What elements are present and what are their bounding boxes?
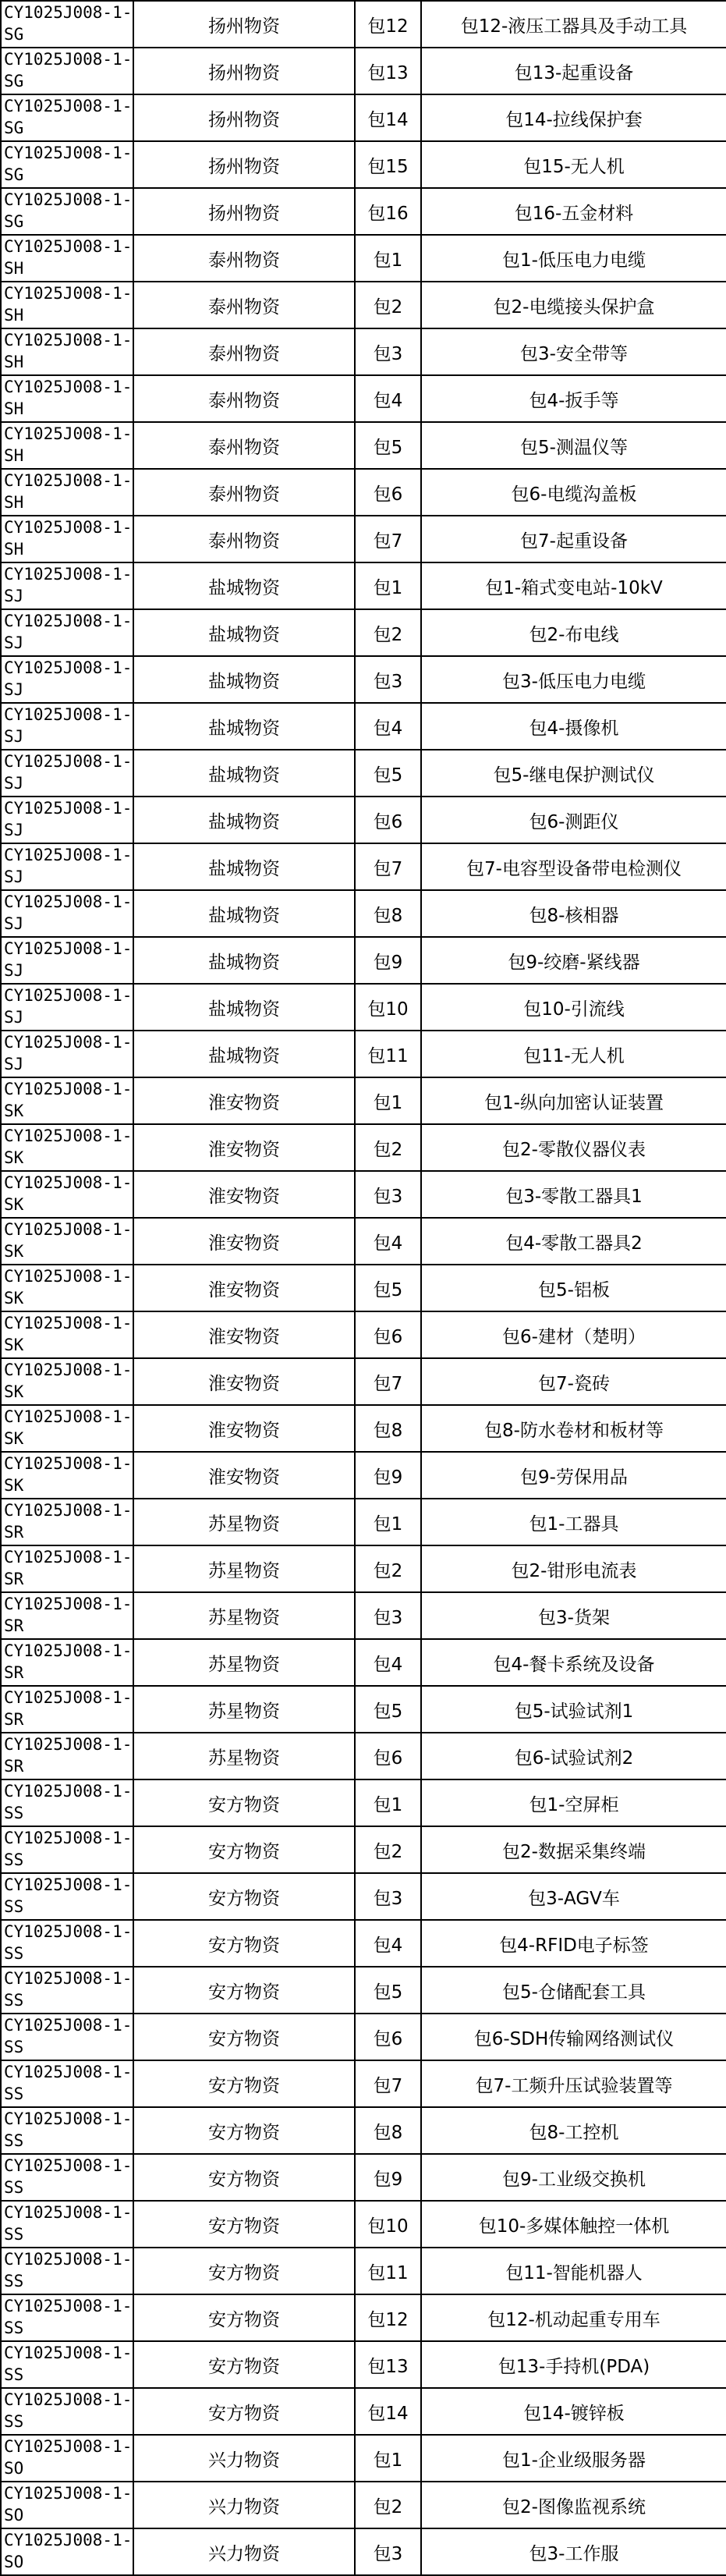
package-number-cell: 包7 [355,843,421,890]
table-row [1,2294,726,2341]
table-row [1,2107,726,2154]
project-code-cell: CY1025J008-1-SJ [1,656,133,703]
project-code-cell: CY1025J008-1-SJ [1,890,133,937]
package-number-cell: 包1 [355,235,421,282]
table-row [1,2482,726,2528]
supplier-cell: 兴力物资 [133,2482,355,2528]
table-row [1,422,726,469]
package-name-cell: 包9-劳保用品 [421,1452,726,1499]
project-code-cell: CY1025J008-1-SS [1,2060,133,2107]
package-number-cell: 包3 [355,2528,421,2575]
project-code-cell: CY1025J008-1-SR [1,1499,133,1545]
package-name-cell: 包1-纵向加密认证装置 [421,1077,726,1124]
supplier-cell: 苏星物资 [133,1592,355,1639]
project-code-cell: CY1025J008-1-SK [1,1077,133,1124]
package-name-cell: 包12-液压工器具及手动工具 [421,1,726,48]
table-row [1,1031,726,1077]
package-number-cell: 包9 [355,2154,421,2201]
package-name-cell: 包6-测距仪 [421,797,726,843]
package-name-cell: 包2-布电线 [421,609,726,656]
project-code-cell: CY1025J008-1-SS [1,2107,133,2154]
package-number-cell: 包3 [355,1592,421,1639]
table-row [1,2388,726,2435]
package-number-cell: 包5 [355,1265,421,1311]
supplier-cell: 苏星物资 [133,1499,355,1545]
supplier-cell: 安方物资 [133,2388,355,2435]
package-number-cell: 包11 [355,2248,421,2294]
package-name-cell: 包6-试验试剂2 [421,1733,726,1779]
project-code-cell: CY1025J008-1-SS [1,1920,133,1967]
package-number-cell: 包9 [355,1452,421,1499]
supplier-cell: 兴力物资 [133,2528,355,2575]
supplier-cell: 安方物资 [133,1967,355,2014]
package-number-cell: 包10 [355,984,421,1031]
package-name-cell: 包1-企业级服务器 [421,2435,726,2482]
project-code-cell: CY1025J008-1-SH [1,422,133,469]
package-name-cell: 包11-无人机 [421,1031,726,1077]
table-row [1,1967,726,2014]
project-code-cell: CY1025J008-1-SS [1,2341,133,2388]
table-row [1,1405,726,1452]
supplier-cell: 安方物资 [133,1779,355,1826]
package-name-cell: 包15-无人机 [421,141,726,188]
project-code-cell: CY1025J008-1-SS [1,2294,133,2341]
supplier-cell: 安方物资 [133,2154,355,2201]
project-code-cell: CY1025J008-1-SR [1,1639,133,1686]
supplier-cell: 安方物资 [133,2341,355,2388]
project-code-cell: CY1025J008-1-SR [1,1592,133,1639]
package-name-cell: 包4-摄像机 [421,703,726,750]
project-code-cell: CY1025J008-1-SS [1,2154,133,2201]
supplier-cell: 安方物资 [133,2060,355,2107]
table-row [1,656,726,703]
project-code-cell: CY1025J008-1-SG [1,1,133,48]
package-number-cell: 包2 [355,1545,421,1592]
project-code-cell: CY1025J008-1-SR [1,1545,133,1592]
supplier-cell: 盐城物资 [133,843,355,890]
package-name-cell: 包5-继电保护测试仪 [421,750,726,797]
table-row [1,1,726,48]
package-number-cell: 包4 [355,703,421,750]
supplier-cell: 盐城物资 [133,703,355,750]
package-number-cell: 包2 [355,2482,421,2528]
project-code-cell: CY1025J008-1-SK [1,1171,133,1218]
package-name-cell: 包3-货架 [421,1592,726,1639]
project-code-cell: CY1025J008-1-SR [1,1686,133,1733]
project-code-cell: CY1025J008-1-SK [1,1358,133,1405]
supplier-cell: 盐城物资 [133,750,355,797]
supplier-cell: 盐城物资 [133,562,355,609]
project-code-cell: CY1025J008-1-SK [1,1311,133,1358]
table-row [1,2435,726,2482]
package-number-cell: 包8 [355,2107,421,2154]
project-code-cell: CY1025J008-1-SK [1,1218,133,1265]
package-name-cell: 包10-引流线 [421,984,726,1031]
project-code-cell: CY1025J008-1-SK [1,1124,133,1171]
package-number-cell: 包4 [355,1639,421,1686]
package-name-cell: 包2-电缆接头保护盒 [421,282,726,328]
package-number-cell: 包14 [355,2388,421,2435]
supplier-cell: 苏星物资 [133,1733,355,1779]
package-name-cell: 包8-核相器 [421,890,726,937]
table-row [1,1311,726,1358]
package-number-cell: 包15 [355,141,421,188]
table-row [1,282,726,328]
package-name-cell: 包8-防水卷材和板材等 [421,1405,726,1452]
table-row [1,1499,726,1545]
package-number-cell: 包6 [355,797,421,843]
table-row [1,94,726,141]
package-name-cell: 包10-多媒体触控一体机 [421,2201,726,2248]
table-row [1,1920,726,1967]
package-number-cell: 包1 [355,2435,421,2482]
package-number-cell: 包7 [355,2060,421,2107]
package-name-cell: 包9-工业级交换机 [421,2154,726,2201]
table-row [1,703,726,750]
table-row [1,984,726,1031]
table-row [1,469,726,516]
package-number-cell: 包2 [355,282,421,328]
project-code-cell: CY1025J008-1-SG [1,94,133,141]
package-name-cell: 包9-绞磨-紧线器 [421,937,726,984]
package-name-cell: 包1-空屏柜 [421,1779,726,1826]
supplier-cell: 苏星物资 [133,1545,355,1592]
package-name-cell: 包5-测温仪等 [421,422,726,469]
package-number-cell: 包4 [355,1218,421,1265]
supplier-cell: 淮安物资 [133,1358,355,1405]
supplier-cell: 泰州物资 [133,328,355,375]
package-number-cell: 包6 [355,1733,421,1779]
table-body [1,1,726,2575]
supplier-cell: 淮安物资 [133,1077,355,1124]
table-row [1,1124,726,1171]
supplier-cell: 盐城物资 [133,797,355,843]
table-row [1,48,726,94]
table-row [1,516,726,562]
project-code-cell: CY1025J008-1-SH [1,375,133,422]
package-number-cell: 包4 [355,1920,421,1967]
project-code-cell: CY1025J008-1-SJ [1,937,133,984]
supplier-cell: 泰州物资 [133,469,355,516]
package-name-cell: 包13-手持机(PDA) [421,2341,726,2388]
supplier-cell: 盐城物资 [133,984,355,1031]
table-row [1,750,726,797]
table-row [1,1733,726,1779]
supplier-cell: 淮安物资 [133,1405,355,1452]
package-number-cell: 包11 [355,1031,421,1077]
supplier-cell: 安方物资 [133,1920,355,1967]
package-number-cell: 包12 [355,2294,421,2341]
package-name-cell: 包1-工器具 [421,1499,726,1545]
table-row [1,2528,726,2575]
package-number-cell: 包1 [355,1077,421,1124]
supplier-cell: 淮安物资 [133,1171,355,1218]
package-name-cell: 包4-餐卡系统及设备 [421,1639,726,1686]
table-row [1,141,726,188]
package-name-cell: 包2-数据采集终端 [421,1826,726,1873]
supplier-cell: 淮安物资 [133,1218,355,1265]
package-name-cell: 包1-箱式变电站-10kV [421,562,726,609]
package-name-cell: 包7-起重设备 [421,516,726,562]
table-row [1,1873,726,1920]
package-name-cell: 包3-安全带等 [421,328,726,375]
supplier-cell: 安方物资 [133,2014,355,2060]
table-row [1,1171,726,1218]
table-row [1,2154,726,2201]
supplier-cell: 苏星物资 [133,1686,355,1733]
package-number-cell: 包10 [355,2201,421,2248]
package-number-cell: 包4 [355,375,421,422]
package-name-cell: 包3-低压电力电缆 [421,656,726,703]
package-name-cell: 包13-起重设备 [421,48,726,94]
project-code-cell: CY1025J008-1-SJ [1,797,133,843]
package-number-cell: 包2 [355,1124,421,1171]
supplier-cell: 安方物资 [133,1873,355,1920]
package-name-cell: 包4-零散工器具2 [421,1218,726,1265]
table-row [1,1686,726,1733]
supplier-cell: 盐城物资 [133,890,355,937]
package-number-cell: 包5 [355,422,421,469]
supplier-cell: 安方物资 [133,2248,355,2294]
supplier-cell: 盐城物资 [133,609,355,656]
package-name-cell: 包3-工作服 [421,2528,726,2575]
table-row [1,2060,726,2107]
project-code-cell: CY1025J008-1-SJ [1,750,133,797]
supplier-cell: 泰州物资 [133,282,355,328]
package-number-cell: 包3 [355,328,421,375]
package-number-cell: 包13 [355,2341,421,2388]
table-row [1,1218,726,1265]
project-code-cell: CY1025J008-1-SS [1,1967,133,2014]
package-name-cell: 包11-智能机器人 [421,2248,726,2294]
table-row [1,1545,726,1592]
project-code-cell: CY1025J008-1-SO [1,2482,133,2528]
package-name-cell: 包5-铝板 [421,1265,726,1311]
table-row [1,1592,726,1639]
supplier-cell: 扬州物资 [133,94,355,141]
supplier-cell: 泰州物资 [133,422,355,469]
package-number-cell: 包8 [355,890,421,937]
package-number-cell: 包1 [355,1499,421,1545]
supplier-cell: 泰州物资 [133,375,355,422]
table-row [1,2201,726,2248]
supplier-cell: 扬州物资 [133,141,355,188]
project-code-cell: CY1025J008-1-SJ [1,843,133,890]
project-code-cell: CY1025J008-1-SJ [1,1031,133,1077]
table-row [1,235,726,282]
project-code-cell: CY1025J008-1-SH [1,282,133,328]
project-code-cell: CY1025J008-1-SH [1,469,133,516]
table-row [1,1452,726,1499]
table-row [1,609,726,656]
package-number-cell: 包13 [355,48,421,94]
supplier-cell: 扬州物资 [133,48,355,94]
table-row [1,2341,726,2388]
supplier-cell: 安方物资 [133,2201,355,2248]
project-code-cell: CY1025J008-1-SJ [1,609,133,656]
package-name-cell: 包5-试验试剂1 [421,1686,726,1733]
package-name-cell: 包4-RFID电子标签 [421,1920,726,1967]
table-row [1,1358,726,1405]
package-number-cell: 包14 [355,94,421,141]
package-number-cell: 包9 [355,937,421,984]
package-number-cell: 包6 [355,2014,421,2060]
supplier-cell: 安方物资 [133,2294,355,2341]
supplier-cell: 泰州物资 [133,235,355,282]
package-name-cell: 包16-五金材料 [421,188,726,235]
package-name-cell: 包12-机动起重专用车 [421,2294,726,2341]
supplier-cell: 淮安物资 [133,1124,355,1171]
project-code-cell: CY1025J008-1-SS [1,2201,133,2248]
project-code-cell: CY1025J008-1-SS [1,2248,133,2294]
supplier-cell: 泰州物资 [133,516,355,562]
project-code-cell: CY1025J008-1-SR [1,1733,133,1779]
project-code-cell: CY1025J008-1-SJ [1,984,133,1031]
package-number-cell: 包3 [355,656,421,703]
table-row [1,890,726,937]
project-code-cell: CY1025J008-1-SH [1,328,133,375]
table-row [1,843,726,890]
package-number-cell: 包5 [355,1967,421,2014]
package-number-cell: 包7 [355,1358,421,1405]
table-row [1,1265,726,1311]
package-number-cell: 包1 [355,1779,421,1826]
package-name-cell: 包2-钳形电流表 [421,1545,726,1592]
package-name-cell: 包14-拉线保护套 [421,94,726,141]
package-number-cell: 包16 [355,188,421,235]
project-code-cell: CY1025J008-1-SO [1,2435,133,2482]
supplier-cell: 淮安物资 [133,1452,355,1499]
supplier-cell: 盐城物资 [133,656,355,703]
project-code-cell: CY1025J008-1-SS [1,2014,133,2060]
package-name-cell: 包3-AGV车 [421,1873,726,1920]
table-row [1,1779,726,1826]
project-code-cell: CY1025J008-1-SO [1,2528,133,2575]
package-name-cell: 包5-仓储配套工具 [421,1967,726,2014]
supplier-cell: 淮安物资 [133,1311,355,1358]
project-code-cell: CY1025J008-1-SG [1,141,133,188]
project-code-cell: CY1025J008-1-SJ [1,562,133,609]
table-row [1,1826,726,1873]
table-row [1,562,726,609]
table-row [1,2248,726,2294]
supplier-cell: 扬州物资 [133,188,355,235]
table-row [1,2014,726,2060]
package-name-cell: 包7-瓷砖 [421,1358,726,1405]
project-code-cell: CY1025J008-1-SJ [1,703,133,750]
package-name-cell: 包2-零散仪器仪表 [421,1124,726,1171]
package-name-cell: 包8-工控机 [421,2107,726,2154]
project-code-cell: CY1025J008-1-SS [1,1826,133,1873]
package-number-cell: 包8 [355,1405,421,1452]
project-code-cell: CY1025J008-1-SK [1,1452,133,1499]
package-name-cell: 包6-建材（楚明） [421,1311,726,1358]
package-number-cell: 包1 [355,562,421,609]
project-code-cell: CY1025J008-1-SK [1,1265,133,1311]
package-name-cell: 包1-低压电力电缆 [421,235,726,282]
table-row [1,328,726,375]
supplier-cell: 盐城物资 [133,1031,355,1077]
package-number-cell: 包2 [355,609,421,656]
project-code-cell: CY1025J008-1-SG [1,48,133,94]
table-row [1,937,726,984]
package-number-cell: 包6 [355,469,421,516]
package-name-cell: 包14-镀锌板 [421,2388,726,2435]
package-number-cell: 包7 [355,516,421,562]
package-name-cell: 包7-电容型设备带电检测仪 [421,843,726,890]
package-name-cell: 包4-扳手等 [421,375,726,422]
package-number-cell: 包3 [355,1171,421,1218]
supplier-cell: 盐城物资 [133,937,355,984]
project-code-cell: CY1025J008-1-SS [1,1779,133,1826]
package-number-cell: 包5 [355,750,421,797]
package-name-cell: 包7-工频升压试验装置等 [421,2060,726,2107]
table-row [1,797,726,843]
project-code-cell: CY1025J008-1-SH [1,516,133,562]
project-code-cell: CY1025J008-1-SG [1,188,133,235]
supplier-cell: 兴力物资 [133,2435,355,2482]
supplier-cell: 淮安物资 [133,1265,355,1311]
package-number-cell: 包2 [355,1826,421,1873]
table-row [1,188,726,235]
project-code-cell: CY1025J008-1-SS [1,1873,133,1920]
supplier-cell: 安方物资 [133,1826,355,1873]
supplier-cell: 安方物资 [133,2107,355,2154]
supplier-cell: 苏星物资 [133,1639,355,1686]
package-name-cell: 包6-电缆沟盖板 [421,469,726,516]
package-name-cell: 包6-SDH传输网络测试仪 [421,2014,726,2060]
package-number-cell: 包3 [355,1873,421,1920]
project-code-cell: CY1025J008-1-SS [1,2388,133,2435]
table-row [1,1077,726,1124]
table-row [1,1639,726,1686]
package-name-cell: 包2-图像监视系统 [421,2482,726,2528]
package-number-cell: 包5 [355,1686,421,1733]
supplier-cell: 扬州物资 [133,1,355,48]
table-row [1,375,726,422]
package-name-cell: 包3-零散工器具1 [421,1171,726,1218]
package-number-cell: 包6 [355,1311,421,1358]
project-code-cell: CY1025J008-1-SH [1,235,133,282]
package-number-cell: 包12 [355,1,421,48]
project-code-cell: CY1025J008-1-SK [1,1405,133,1452]
